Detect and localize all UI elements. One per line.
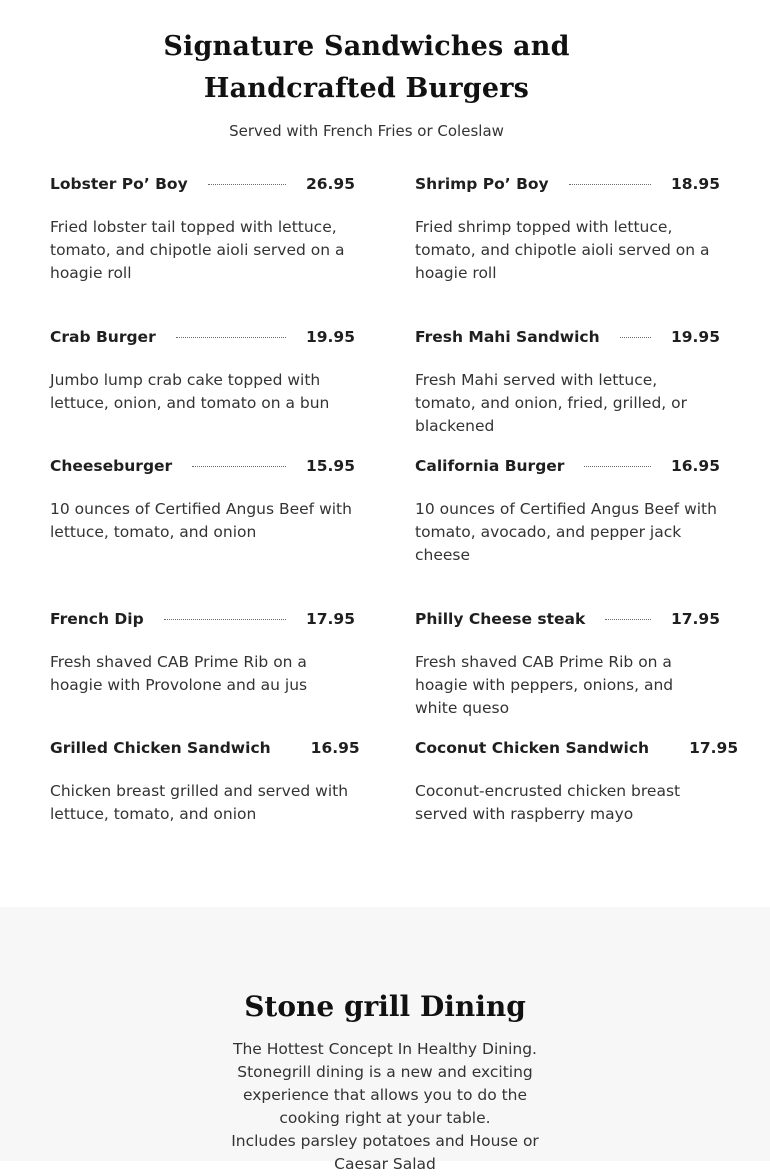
menu-item-header: [50, 173, 355, 195]
menu-item-description: Chicken breast grilled and served with lettuce, tomato, and onion: [50, 782, 349, 823]
stone-grill-description: [225, 1038, 545, 1176]
menu-item: [50, 455, 355, 544]
section-title-line2: Handcrafted Burgers: [203, 73, 530, 104]
menu-item-header: [415, 737, 739, 759]
menu-item-description: 10 ounces of Certified Angus Beef with tomato, avocado, and pepper jack cheese: [415, 500, 717, 564]
section-title: [150, 26, 583, 110]
dotted-leader: [176, 337, 286, 338]
menu-item-name: Coconut Chicken Sandwich: [415, 739, 650, 757]
menu-item: [415, 326, 720, 438]
menu-item: [50, 173, 355, 285]
stone-grill-text-line: Includes parsley potatoes and House or Caesar Salad: [231, 1132, 539, 1173]
menu-item-name: Fresh Mahi Sandwich: [415, 328, 600, 346]
stone-grill-section: [0, 907, 770, 1173]
menu-item-name: Shrimp Po’ Boy: [415, 175, 549, 193]
menu-item-name: Lobster Po’ Boy: [50, 175, 188, 193]
stone-grill-text-line: The Hottest Concept In Healthy Dining.: [233, 1040, 537, 1058]
stone-grill-title: Stone grill Dining: [244, 990, 526, 1023]
dotted-leader: [208, 184, 286, 185]
menu-item-header: [50, 326, 355, 348]
menu-item: [415, 173, 720, 285]
menu-item-description: Coconut-encrusted chicken breast served with raspberry mayo: [415, 782, 681, 823]
menu-item-description: Fried shrimp topped with lettuce, tomato, and chipotle aioli served on a hoagie roll: [415, 218, 710, 282]
menu-item-header: [415, 608, 720, 630]
menu-item-price: 17.95: [305, 610, 355, 628]
menu-item-name: French Dip: [50, 610, 144, 628]
menu-item: [50, 737, 360, 826]
menu-item-name: Cheeseburger: [50, 457, 173, 475]
menu-item: [415, 737, 739, 826]
menu-item-header: [415, 455, 720, 477]
menu-item-header: [50, 455, 355, 477]
menu-item-price: 17.95: [689, 739, 739, 757]
section-subtitle: Served with French Fries or Coleslaw: [229, 122, 504, 140]
menu-item-description: Fresh Mahi served with lettuce, tomato, and onion, fried, grilled, or blackened: [415, 371, 688, 435]
menu-item-price: 18.95: [670, 175, 720, 193]
menu-item-price: 16.95: [670, 457, 720, 475]
menu-item-name: Grilled Chicken Sandwich: [50, 739, 271, 757]
menu-item-header: [415, 326, 720, 348]
menu-item-price: 17.95: [670, 610, 720, 628]
menu-item-header: [415, 173, 720, 195]
menu-item-description: 10 ounces of Certified Angus Beef with lettuce, tomato, and onion: [50, 500, 352, 541]
menu-item-price: 19.95: [670, 328, 720, 346]
stone-grill-text-line: Stonegrill dining is a new and exciting experience that allows you to do the cooking right at your table.: [237, 1063, 533, 1127]
dotted-leader: [620, 337, 651, 338]
menu-item: [415, 455, 720, 567]
menu-item: [415, 608, 720, 720]
menu-item: [50, 326, 355, 415]
dotted-leader: [164, 619, 286, 620]
dotted-leader: [584, 466, 651, 467]
menu-item-description: Jumbo lump crab cake topped with lettuce, onion, and tomato on a bun: [50, 371, 330, 412]
menu-item-name: Crab Burger: [50, 328, 156, 346]
section-title-line1: Signature Sandwiches and: [163, 31, 570, 62]
menu-item-description: Fried lobster tail topped with lettuce, tomato, and chipotle aioli served on a hoagie roll: [50, 218, 345, 282]
menu-item-header: [50, 737, 360, 759]
menu-item-name: California Burger: [415, 457, 565, 475]
menu-item-description: Fresh shaved CAB Prime Rib on a hoagie with Provolone and au jus: [50, 653, 308, 694]
menu-item-price: 19.95: [305, 328, 355, 346]
dotted-leader: [605, 619, 651, 620]
dotted-leader: [569, 184, 651, 185]
menu-item-description: Fresh shaved CAB Prime Rib on a hoagie with peppers, onions, and white queso: [415, 653, 674, 717]
menu-item: [50, 608, 355, 697]
menu-item-header: [50, 608, 355, 630]
menu-item-price: 16.95: [310, 739, 360, 757]
dotted-leader: [192, 466, 286, 467]
menu-item-price: 26.95: [305, 175, 355, 193]
menu-item-name: Philly Cheese steak: [415, 610, 586, 628]
menu-item-price: 15.95: [305, 457, 355, 475]
